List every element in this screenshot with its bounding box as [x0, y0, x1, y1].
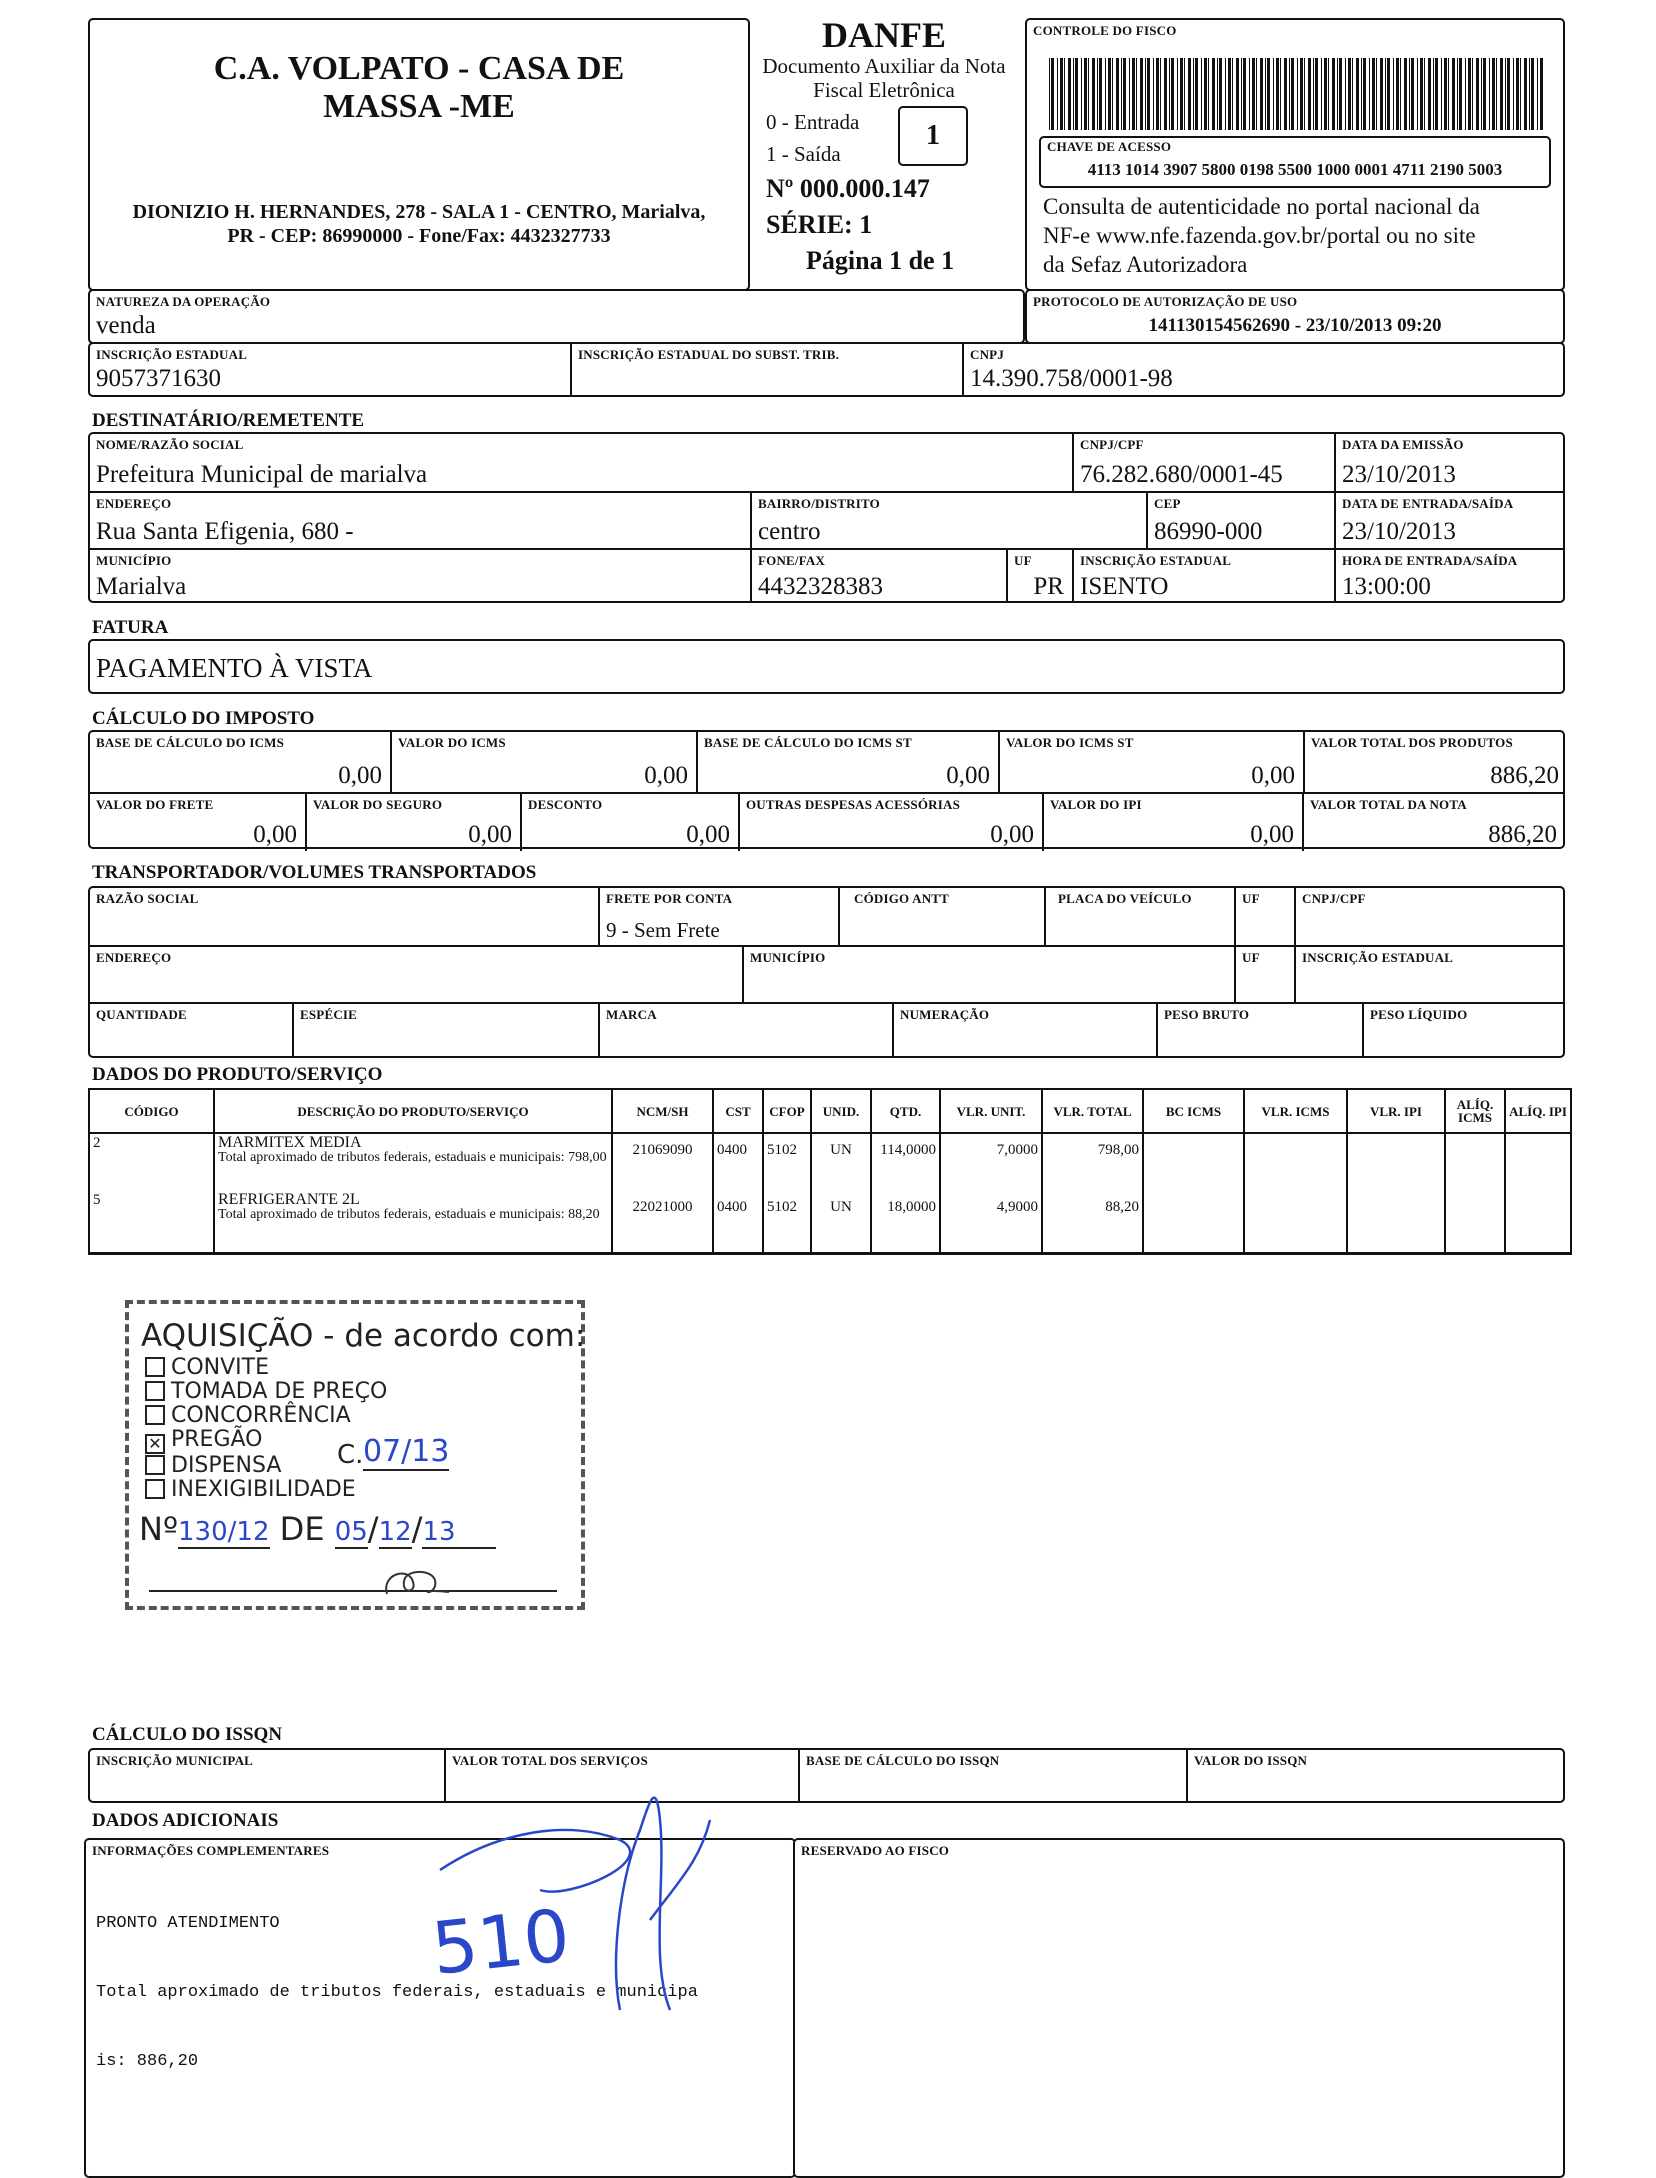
destinatario-section-title: DESTINATÁRIO/REMETENTE	[92, 410, 365, 431]
chave-acesso-box	[1039, 136, 1551, 188]
transp-frete-cell: FRETE POR CONTA 9 - Sem Frete	[598, 888, 838, 945]
transp-bruto-cell: PESO BRUTO	[1156, 1002, 1362, 1058]
cell-aliq-ipi	[1505, 1191, 1571, 1253]
transp-marca-cell: MARCA	[598, 1002, 892, 1058]
cell-bc-icms	[1143, 1191, 1244, 1253]
stamp-day: 05	[334, 1517, 368, 1547]
transp-placa-cell: PLACA DO VEÍCULO	[1044, 888, 1234, 945]
controle-fisco-box	[1025, 18, 1565, 291]
products-header-row	[89, 1089, 1571, 1133]
dest-ie-cell: INSCRIÇÃO ESTADUAL ISENTO	[1072, 548, 1334, 603]
imposto-value: 0,00	[1251, 762, 1295, 789]
col-header-4: CFOP	[763, 1089, 811, 1133]
transp-especie-cell: ESPÉCIE	[292, 1002, 598, 1058]
destinatario-box	[88, 432, 1565, 603]
col-header-9: BC ICMS	[1143, 1089, 1244, 1133]
cell-cfop: 5102	[763, 1191, 811, 1253]
cell-unid: UN	[811, 1133, 871, 1191]
dest-endereco: Rua Santa Efigenia, 680 -	[96, 518, 354, 545]
emitente-address: DIONIZIO H. HERNANDES, 278 - SALA 1 - CENTRO, Marialva, PR - CEP: 86990000 - Fone/Fax: 4432327733	[132, 201, 706, 247]
stamp-title: AQUISIÇÃO - de acordo com:	[141, 1318, 586, 1354]
chave-acesso-label: CHAVE DE ACESSO	[1047, 139, 1172, 154]
imposto-section-title: CÁLCULO DO IMPOSTO	[92, 708, 315, 729]
imposto-row2	[90, 792, 1563, 851]
dest-uf-cell: UF PR	[1006, 548, 1072, 603]
natureza-value: venda	[96, 312, 156, 339]
transp-liquido-cell: PESO LÍQUIDO	[1362, 1002, 1565, 1058]
danfe-block	[750, 14, 1018, 291]
danfe-subtitle: Documento Auxiliar da Nota Fiscal Eletrônica	[762, 54, 1006, 102]
imposto-value: 0,00	[686, 821, 730, 848]
imposto-cell-r1-2: BASE DE CÁLCULO DO ICMS ST 0,00	[696, 732, 998, 792]
table-row	[89, 1191, 1571, 1253]
checkbox-icon	[145, 1405, 165, 1425]
checkbox-icon: ✕	[145, 1434, 165, 1454]
cell-aliq-icms	[1445, 1191, 1505, 1253]
dest-emissao: 23/10/2013	[1342, 461, 1456, 488]
imposto-cell-r1-1: VALOR DO ICMS 0,00	[390, 732, 696, 792]
acquisition-stamp	[125, 1300, 585, 1610]
dest-fone: 4432328383	[758, 573, 883, 600]
stamp-year: 13	[422, 1517, 495, 1549]
dest-emissao-cell: DATA DA EMISSÃO 23/10/2013	[1334, 434, 1565, 491]
cell-bc-icms	[1143, 1133, 1244, 1191]
stamp-number-line: Nº130/12 DE 05/12/13	[139, 1510, 496, 1548]
cell-descricao: REFRIGERANTE 2L Total aproximado de tributos federais, estaduais e municipais: 88,20	[214, 1191, 612, 1253]
cell-aliq-ipi	[1505, 1133, 1571, 1191]
transp-municipio-cell: MUNICÍPIO	[742, 945, 1234, 1002]
danfe-pagina: Página 1 de 1	[806, 246, 955, 275]
transp-numeracao-cell: NUMERAÇÃO	[892, 1002, 1156, 1058]
adicionais-section-title: DADOS ADICIONAIS	[92, 1810, 279, 1831]
dest-entrada-cell: DATA DE ENTRADA/SAÍDA 23/10/2013	[1334, 491, 1565, 548]
stamp-c-label: C.	[337, 1440, 364, 1470]
dest-endereco-cell: ENDEREÇO Rua Santa Efigenia, 680 -	[90, 491, 750, 548]
transportador-box	[88, 886, 1565, 1058]
chave-acesso: 4113 1014 3907 5800 0198 5500 1000 0001 4711 2190 5003	[1087, 160, 1503, 179]
dest-municipio-cell: MUNICÍPIO Marialva	[90, 548, 750, 603]
imposto-cell-r1-4: VALOR TOTAL DOS PRODUTOS 886,20	[1303, 732, 1567, 792]
transp-razao-cell: RAZÃO SOCIAL	[96, 891, 199, 906]
cell-vlr-ipi	[1347, 1191, 1445, 1253]
cell-unit: 7,0000	[940, 1133, 1042, 1191]
danfe-numero: Nº 000.000.147	[766, 174, 930, 203]
imposto-cell-r2-1: VALOR DO SEGURO 0,00	[305, 794, 520, 851]
cell-codigo: 5	[89, 1191, 214, 1253]
col-header-13: ALÍQ. IPI	[1505, 1089, 1571, 1133]
products-table	[88, 1088, 1572, 1255]
cell-codigo: 2	[89, 1133, 214, 1191]
issqn-cell-1: VALOR TOTAL DOS SERVIÇOS	[444, 1750, 798, 1801]
transp-endereco-cell: ENDEREÇO	[90, 945, 742, 1002]
imposto-box	[88, 730, 1565, 849]
imposto-value: 886,20	[1488, 821, 1557, 848]
stamp-number: 130/12	[178, 1517, 270, 1547]
signature-icon	[420, 1760, 740, 2030]
imposto-cell-r2-2: DESCONTO 0,00	[520, 794, 738, 851]
handwritten-note: 510	[427, 1893, 574, 1991]
fatura-section-title: FATURA	[92, 617, 169, 638]
imposto-value: 0,00	[990, 821, 1034, 848]
danfe-title: DANFE	[822, 15, 946, 55]
protocolo-value: 141130154562690 - 23/10/2013 09:20	[1148, 315, 1442, 336]
emitente-name: C.A. VOLPATO - CASA DE MASSA -ME	[213, 50, 625, 125]
cell-cst: 0400	[713, 1191, 763, 1253]
dest-fone-cell: FONE/FAX 4432328383	[750, 548, 1006, 603]
table-row	[89, 1133, 1571, 1191]
imposto-value: 0,00	[1250, 821, 1294, 848]
col-header-5: UNID.	[811, 1089, 871, 1133]
danfe-entrada: 0 - Entrada	[766, 110, 860, 134]
cell-vlr-icms	[1244, 1191, 1347, 1253]
stamp-signature-line	[149, 1590, 557, 1592]
fatura-value: PAGAMENTO À VISTA	[96, 653, 373, 683]
cnpj-cell: CNPJ 14.390.758/0001-98	[962, 344, 1565, 395]
stamp-c-value: 07/13	[363, 1434, 450, 1469]
cell-vlr-icms	[1244, 1133, 1347, 1191]
imposto-value: 0,00	[644, 762, 688, 789]
info-complementares-box: INFORMAÇÕES COMPLEMENTARES PRONTO ATENDIMENTO Total aproximado de tributos federais, estaduais e municipa is: 886,20	[84, 1838, 796, 2178]
imposto-cell-r1-3: VALOR DO ICMS ST 0,00	[998, 732, 1303, 792]
issqn-cell-0: INSCRIÇÃO MUNICIPAL	[96, 1753, 254, 1768]
col-header-2: NCM/SH	[612, 1089, 713, 1133]
dest-bairro-cell: BAIRRO/DISTRITO centro	[750, 491, 1146, 548]
dest-cep-cell: CEP 86990-000	[1146, 491, 1334, 548]
checkbox-icon	[145, 1479, 165, 1499]
danfe-tipo-box: 1	[898, 106, 968, 166]
cell-unid: UN	[811, 1191, 871, 1253]
imposto-value: 0,00	[253, 821, 297, 848]
issqn-box	[88, 1748, 1565, 1803]
dest-cnpj-cell: CNPJ/CPF 76.282.680/0001-45	[1072, 434, 1334, 491]
stamp-option-2: CONCORRÊNCIA	[145, 1404, 581, 1428]
checkbox-icon	[145, 1381, 165, 1401]
imposto-value: 0,00	[338, 762, 382, 789]
fatura-box	[88, 639, 1565, 694]
dest-uf: PR	[1033, 573, 1064, 600]
dest-cnpj: 76.282.680/0001-45	[1080, 461, 1283, 488]
col-header-8: VLR. TOTAL	[1042, 1089, 1143, 1133]
stamp-month: 12	[378, 1517, 412, 1547]
dest-hora-cell: HORA DE ENTRADA/SAÍDA 13:00:00	[1334, 548, 1565, 603]
dest-hora: 13:00:00	[1342, 573, 1431, 600]
consulta-text: Consulta de autenticidade no portal nacional da NF-e www.nfe.fazenda.gov.br/portal ou no site da Sefaz Autorizadora	[1043, 194, 1480, 277]
col-header-1: DESCRIÇÃO DO PRODUTO/SERVIÇO	[214, 1089, 612, 1133]
imposto-cell-r2-3: OUTRAS DESPESAS ACESSÓRIAS 0,00	[738, 794, 1042, 851]
ie-value: 9057371630	[96, 365, 221, 392]
cell-unit: 4,9000	[940, 1191, 1042, 1253]
cell-ncm: 21069090	[612, 1133, 713, 1191]
checkbox-icon	[145, 1455, 165, 1475]
stamp-option-0: CONVITE	[145, 1356, 581, 1380]
stamp-options	[129, 1356, 581, 1502]
imposto-cell-r2-5: VALOR TOTAL DA NOTA 886,20	[1302, 794, 1565, 851]
produtos-section-title: DADOS DO PRODUTO/SERVIÇO	[92, 1064, 383, 1085]
imposto-value: 0,00	[468, 821, 512, 848]
issqn-section-title: CÁLCULO DO ISSQN	[92, 1724, 283, 1745]
natureza-box: NATUREZA DA OPERAÇÃO venda	[88, 289, 1025, 344]
danfe-serie: SÉRIE: 1	[766, 210, 873, 239]
col-header-11: VLR. IPI	[1347, 1089, 1445, 1133]
col-header-7: VLR. UNIT.	[940, 1089, 1042, 1133]
col-header-10: VLR. ICMS	[1244, 1089, 1347, 1133]
dest-municipio: Marialva	[96, 573, 187, 600]
imposto-value: 0,00	[946, 762, 990, 789]
dest-entrada: 23/10/2013	[1342, 518, 1456, 545]
imposto-value: 886,20	[1490, 762, 1559, 789]
col-header-12: ALÍQ. ICMS	[1445, 1089, 1505, 1133]
cell-descricao: MARMITEX MEDIA Total aproximado de tributos federais, estaduais e municipais: 798,00	[214, 1133, 612, 1191]
transp-uf-cell: UF	[1234, 888, 1294, 945]
cell-ncm: 22021000	[612, 1191, 713, 1253]
cell-qtd: 114,0000	[871, 1133, 940, 1191]
col-header-6: QTD.	[871, 1089, 940, 1133]
col-header-3: CST	[713, 1089, 763, 1133]
cell-vlr-ipi	[1347, 1133, 1445, 1191]
stamp-option-1: TOMADA DE PREÇO	[145, 1380, 581, 1404]
imposto-row1	[90, 732, 1563, 792]
transp-ie-cell: INSCRIÇÃO ESTADUAL	[1294, 945, 1565, 1002]
dest-bairro: centro	[758, 518, 821, 545]
dest-cep: 86990-000	[1154, 518, 1263, 545]
transp-cnpj-cell: CNPJ/CPF	[1294, 888, 1565, 945]
protocolo-box: PROTOCOLO DE AUTORIZAÇÃO DE USO 141130154562690 - 23/10/2013 09:20	[1025, 289, 1565, 344]
transp-antt-cell: CÓDIGO ANTT	[838, 888, 1044, 945]
dest-ie: ISENTO	[1080, 573, 1169, 600]
col-header-0: CÓDIGO	[89, 1089, 214, 1133]
checkbox-icon	[145, 1357, 165, 1377]
dest-nome: Prefeitura Municipal de marialva	[96, 461, 428, 488]
controle-fisco-label: CONTROLE DO FISCO	[1033, 23, 1177, 38]
cell-qtd: 18,0000	[871, 1191, 940, 1253]
barcode	[1049, 58, 1545, 130]
danfe-saida: 1 - Saída	[766, 142, 841, 166]
reservado-fisco-box: RESERVADO AO FISCO	[793, 1838, 1565, 2178]
stamp-option-3: ✕ PREGÃO	[145, 1428, 581, 1454]
cell-total: 798,00	[1042, 1133, 1143, 1191]
emitente-box	[88, 18, 750, 291]
dest-nome-cell: NOME/RAZÃO SOCIAL Prefeitura Municipal de marialva	[96, 437, 428, 488]
ie-cell: INSCRIÇÃO ESTADUAL 9057371630	[96, 347, 248, 392]
stamp-signature-scribble	[379, 1564, 459, 1600]
ie-st-cell: INSCRIÇÃO ESTADUAL DO SUBST. TRIB.	[570, 344, 962, 395]
imposto-cell-r2-4: VALOR DO IPI 0,00	[1042, 794, 1302, 851]
cnpj-value: 14.390.758/0001-98	[970, 365, 1173, 392]
stamp-option-4: DISPENSA	[145, 1454, 581, 1478]
cell-cfop: 5102	[763, 1133, 811, 1191]
inscricao-row	[88, 342, 1565, 397]
cell-aliq-icms	[1445, 1133, 1505, 1191]
cell-cst: 0400	[713, 1133, 763, 1191]
imposto-cell-r1-0: BASE DE CÁLCULO DO ICMS 0,00	[96, 735, 382, 789]
stamp-option-5: INEXIGIBILIDADE	[145, 1478, 581, 1502]
info-complementares-text: PRONTO ATENDIMENTO Total aproximado de tributos federais, estaduais e municipa is: 886,20	[96, 1914, 698, 2071]
transp-uf2-cell: UF	[1234, 945, 1294, 1002]
imposto-cell-r2-0: VALOR DO FRETE 0,00	[96, 797, 297, 848]
transp-qtd-cell: QUANTIDADE	[90, 1002, 292, 1058]
cell-total: 88,20	[1042, 1191, 1143, 1253]
transp-frete: 9 - Sem Frete	[606, 918, 720, 942]
issqn-cell-2: BASE DE CÁLCULO DO ISSQN	[798, 1750, 1186, 1801]
transportador-section-title: TRANSPORTADOR/VOLUMES TRANSPORTADOS	[92, 862, 537, 883]
issqn-cell-3: VALOR DO ISSQN	[1186, 1750, 1567, 1801]
